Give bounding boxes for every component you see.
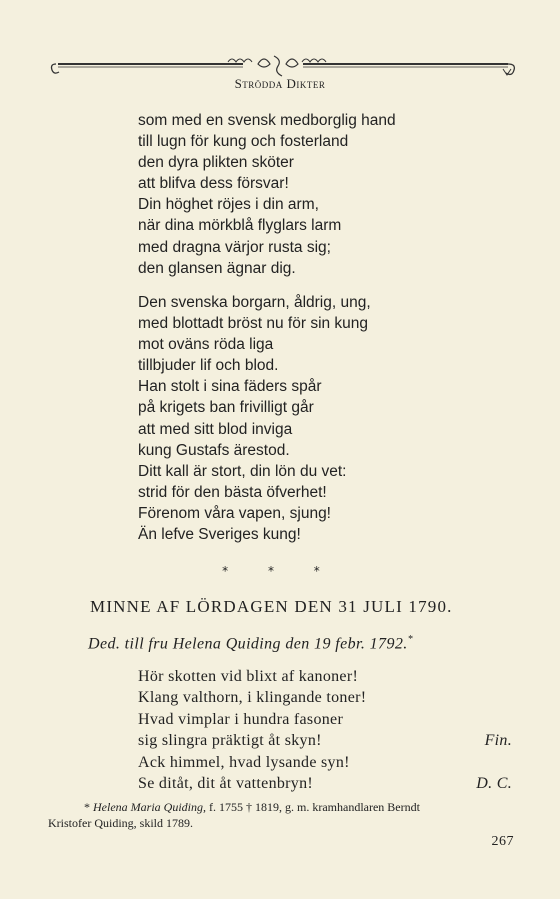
poem-title: MINNE AF LÖRDAGEN DEN 31 JULI 1790. (90, 597, 453, 616)
verse-line: den glansen ägnar dig. (138, 259, 296, 277)
verse-line (138, 730, 518, 751)
verse-line: Förenom våra vapen, sjung! (138, 504, 331, 522)
verse-line: Ditt kall är stort, din lön du vet: (138, 462, 347, 480)
footnote-star: * (84, 800, 90, 814)
verse-text: Ack himmel, hvad lysande syn! (138, 753, 350, 771)
music-mark-fin: Fin. (484, 732, 512, 750)
verse-text: Se ditåt, dit åt vattenbryn! (138, 775, 314, 793)
running-head-text: Strödda Dikter (234, 76, 326, 91)
verse-line: med dragna värjor rusta sig; (138, 238, 331, 256)
verse-line (138, 709, 518, 730)
verse-line: tillbjuder lif och blod. (138, 357, 279, 375)
verse-line: när dina mörkblå flyglars larm (138, 217, 342, 235)
verse-line: att med sitt blod inviga (138, 420, 293, 438)
poem-2 (138, 666, 518, 794)
verse-text: Hör skotten vid blixt af kanoner! (138, 668, 359, 685)
footnote-marker: * (407, 634, 414, 645)
verse-line: strid för den bästa öfverhet! (138, 483, 327, 501)
verse-line: på krigets ban frivilligt går (138, 399, 314, 417)
music-mark-dc: D. C. (476, 775, 512, 793)
verse-text: Klang valthorn, i klingande toner! (138, 689, 367, 707)
footnote-name: Helena Maria Quiding, (93, 800, 206, 814)
verse-line: med blottadt bröst nu för sin kung (138, 315, 369, 333)
verse-line: kung Gustafs ärestod. (138, 441, 290, 459)
verse-line: Din höghet röjes i din arm, (138, 196, 319, 214)
verse-text: sig slingra präktigt åt skyn! (138, 732, 322, 750)
verse-line: att blifva dess försvar! (138, 175, 289, 193)
verse-line: den dyra plikten sköter (138, 154, 294, 172)
verse-line: Den svenska borgarn, åldrig, ung, (138, 294, 371, 311)
footnote-line-1 (48, 799, 518, 815)
poem-dedication (88, 634, 508, 653)
footnote-line-2: Kristofer Quiding, skild 1789. (48, 816, 193, 830)
verse-line: Han stolt i sina fäders spår (138, 378, 322, 396)
running-head (0, 76, 560, 92)
page-number: 267 (491, 834, 514, 849)
verse-line (138, 687, 518, 708)
footnote-rest: f. 1755 † 1819, g. m. kramhandlaren Berndt (209, 800, 420, 814)
stanza-1 (138, 110, 396, 279)
verse-line (138, 666, 518, 687)
verse-line: till lugn för kung och fosterland (138, 133, 349, 151)
verse-line: som med en svensk medborglig hand (138, 112, 396, 129)
footnote (48, 799, 518, 831)
verse-line (138, 752, 518, 773)
verse-line (138, 773, 518, 794)
section-divider-stars: * * * (222, 564, 338, 578)
verse-text: Hvad vimplar i hundra fasoner (138, 710, 344, 728)
stanza-2 (138, 292, 371, 545)
dedication-text: Ded. till fru Helena Quiding den 19 febr. 1792. (88, 635, 408, 653)
verse-line: mot oväns röda liga (138, 336, 274, 354)
verse-line: Än lefve Sveriges kung! (138, 526, 301, 544)
